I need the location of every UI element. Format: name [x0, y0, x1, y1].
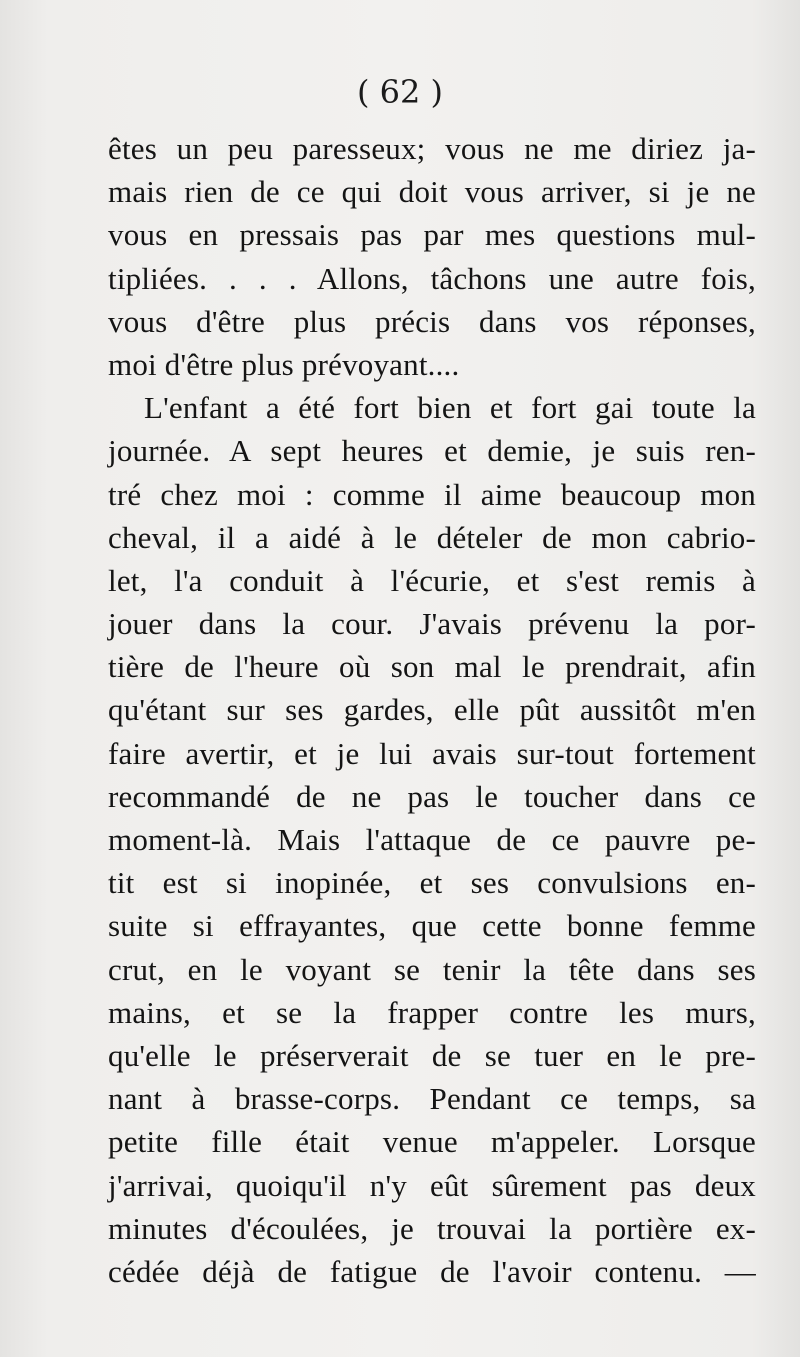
text-line: faire avertir, et je lui avais sur-tout fortement — [108, 735, 756, 771]
page-body — [108, 127, 756, 1293]
text-line: suite si effrayantes, que cette bonne femme — [108, 908, 756, 944]
text-line: cheval, il a aidé à le dételer de mon cabrio- — [108, 519, 756, 555]
text-line: tré chez moi : comme il aime beaucoup mon — [108, 476, 756, 512]
text-line: mais rien de ce qui doit vous arriver, si je ne — [108, 174, 756, 210]
text-line: qu'elle le préserverait de se tuer en le pre- — [108, 1037, 756, 1073]
text-line: journée. A sept heures et demie, je suis ren- — [108, 433, 756, 469]
text-line: êtes un peu paresseux; vous ne me diriez ja- — [108, 131, 756, 166]
text-line: moi d'être plus prévoyant.... — [108, 346, 460, 382]
text-line: crut, en le voyant se tenir la tête dans ses — [108, 951, 756, 987]
text-line: cédée déjà de fatigue de l'avoir contenu. — — [108, 1253, 756, 1289]
page-number: ( 62 ) — [356, 73, 444, 111]
text-line: mains, et se la frapper contre les murs, — [108, 994, 756, 1030]
text-line: tipliées. . . . Allons, tâchons une autre fois, — [108, 260, 756, 296]
text-line: minutes d'écoulées, je trouvai la portière ex- — [108, 1210, 756, 1246]
text-line: j'arrivai, quoiqu'il n'y eût sûrement pas deux — [108, 1167, 756, 1203]
text-line: petite fille était venue m'appeler. Lorsque — [108, 1124, 756, 1160]
text-line: vous en pressais pas par mes questions mul- — [108, 217, 756, 253]
text-line: moment-là. Mais l'attaque de ce pauvre pe- — [108, 822, 756, 857]
text-line: vous d'être plus précis dans vos réponses, — [108, 303, 756, 339]
text-line: tit est si inopinée, et ses convulsions en- — [108, 865, 756, 901]
text-line: qu'étant sur ses gardes, elle pût aussitôt m'en — [108, 692, 756, 728]
text-line: tière de l'heure où son mal le prendrait, afin — [108, 649, 756, 685]
text-line: let, l'a conduit à l'écurie, et s'est remis à — [108, 562, 756, 598]
text-line: recommandé de ne pas le toucher dans ce — [108, 778, 756, 814]
text-line: jouer dans la cour. J'avais prévenu la por- — [108, 606, 756, 642]
text-line: nant à brasse-corps. Pendant ce temps, sa — [108, 1081, 756, 1117]
text-line: L'enfant a été fort bien et fort gai toute la — [144, 390, 756, 426]
